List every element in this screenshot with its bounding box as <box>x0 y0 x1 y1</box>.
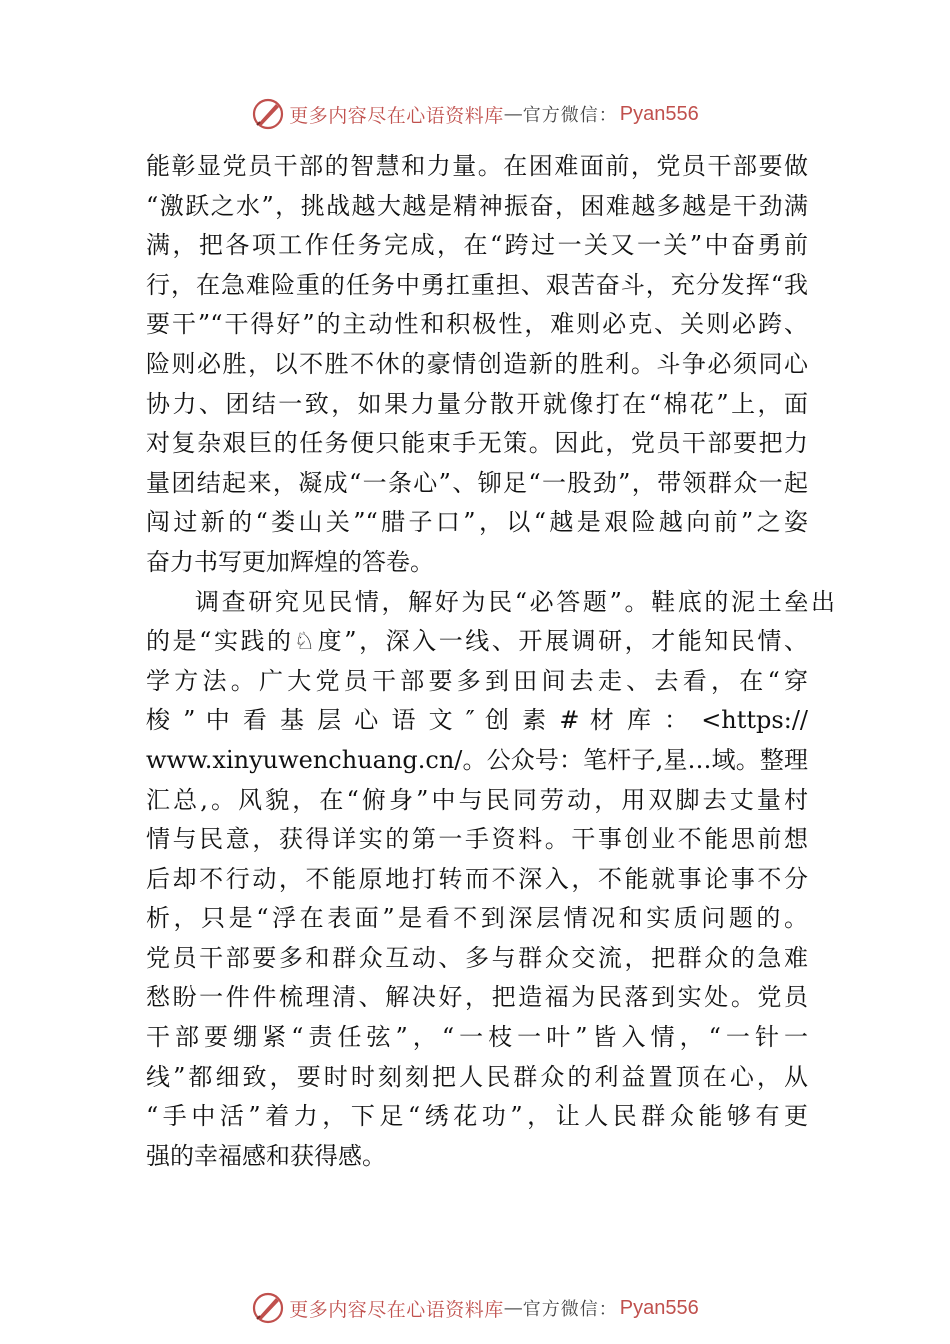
body-line: 满，把各项工作任务完成，在“跨过一关又一关”中奋勇前 <box>146 231 808 260</box>
body-line: 析，只是“浮在表面”是看不到深层情况和实质问题的。 <box>146 904 808 933</box>
header-dash: — <box>503 103 523 125</box>
body-line: www.xinyuwenchuang.cn/。公众号：笔杆子,星…域。整理 <box>146 745 808 774</box>
body-line: 行，在急难险重的任务中勇扛重担、艰苦奋斗，充分发挥“我 <box>146 270 808 299</box>
body-line: 对复杂艰巨的任务便只能束手无策。因此，党员干部要把力 <box>146 429 808 458</box>
body-line: 干部要绷紧“责任弦”，“一枝一叶”皆入情，“一针一 <box>146 1023 808 1052</box>
body-line: 强的幸福感和获得感。 <box>146 1141 386 1170</box>
paragraph-first-line: 调查研究见民情，解好为民“必答题”。鞋底的泥土垒出 <box>195 587 835 616</box>
footer-dash: — <box>503 1297 523 1319</box>
header-site-name: 更多内容尽在心语资料库 <box>289 104 504 127</box>
footer-wechat-id: Pyan556 <box>619 1296 699 1319</box>
page-header-banner <box>0 94 950 134</box>
page-footer-banner <box>0 1288 950 1328</box>
body-line: 闯过新的“娄山关”“腊子口”，以“越是艰险越向前”之姿 <box>146 508 808 537</box>
body-line: 要干”“干得好”的主动性和积极性，难则必克、关则必跨、 <box>146 310 808 339</box>
body-line: “手中活”着力，下足“绣花功”，让人民群众能够有更 <box>146 1102 808 1131</box>
body-line: 量团结起来，凝成“一条心”、铆足“一股劲”，带领群众一起 <box>146 468 808 497</box>
footer-site-name: 更多内容尽在心语资料库 <box>289 1298 504 1321</box>
body-line: 梭 ” 中 看 基 层 心 语 文 ″ 创 素 # 材 库 ： <https:// <box>146 706 808 735</box>
quill-logo-icon <box>251 97 285 131</box>
body-line: 线”都细致，要时时刻刻把人民群众的利益置顶在心，从 <box>146 1062 808 1091</box>
body-line: 险则必胜，以不胜不休的豪情创造新的胜利。斗争必须同心 <box>146 349 808 378</box>
body-line: 的是“实践的♘度”，深入一线、开展调研，才能知民情、 <box>146 627 808 656</box>
body-line: 协力、团结一致，如果力量分散开就像打在“棉花”上，面 <box>146 389 808 418</box>
body-line: 党员干部要多和群众互动、多与群众交流，把群众的急难 <box>146 943 808 972</box>
body-line: 汇总,。风貌，在“俯身”中与民同劳动，用双脚去丈量村 <box>146 785 808 814</box>
body-line: 后却不行动，不能原地打转而不深入，不能就事论事不分 <box>146 864 808 893</box>
body-line: 愁盼一件件梳理清、解决好，把造福为民落到实处。党员 <box>146 983 808 1012</box>
document-body <box>146 147 835 1176</box>
body-line: 情与民意，获得详实的第一手资料。干事创业不能思前想 <box>146 825 808 854</box>
quill-logo-icon <box>251 1291 285 1325</box>
body-line: 奋力书写更加辉煌的答卷。 <box>146 547 434 576</box>
header-wechat-label: 官方微信： <box>522 105 618 126</box>
header-wechat-id: Pyan556 <box>619 102 699 125</box>
footer-wechat-label: 官方微信： <box>522 1299 618 1320</box>
body-line: 能彰显党员干部的智慧和力量。在困难面前，党员干部要做 <box>146 152 808 180</box>
body-line: “激跃之水”，挑战越大越是精神振奋，困难越多越是干劲满 <box>146 191 808 220</box>
body-line: 学方法。广大党员干部要多到田间去走、去看，在“穿 <box>146 666 808 695</box>
